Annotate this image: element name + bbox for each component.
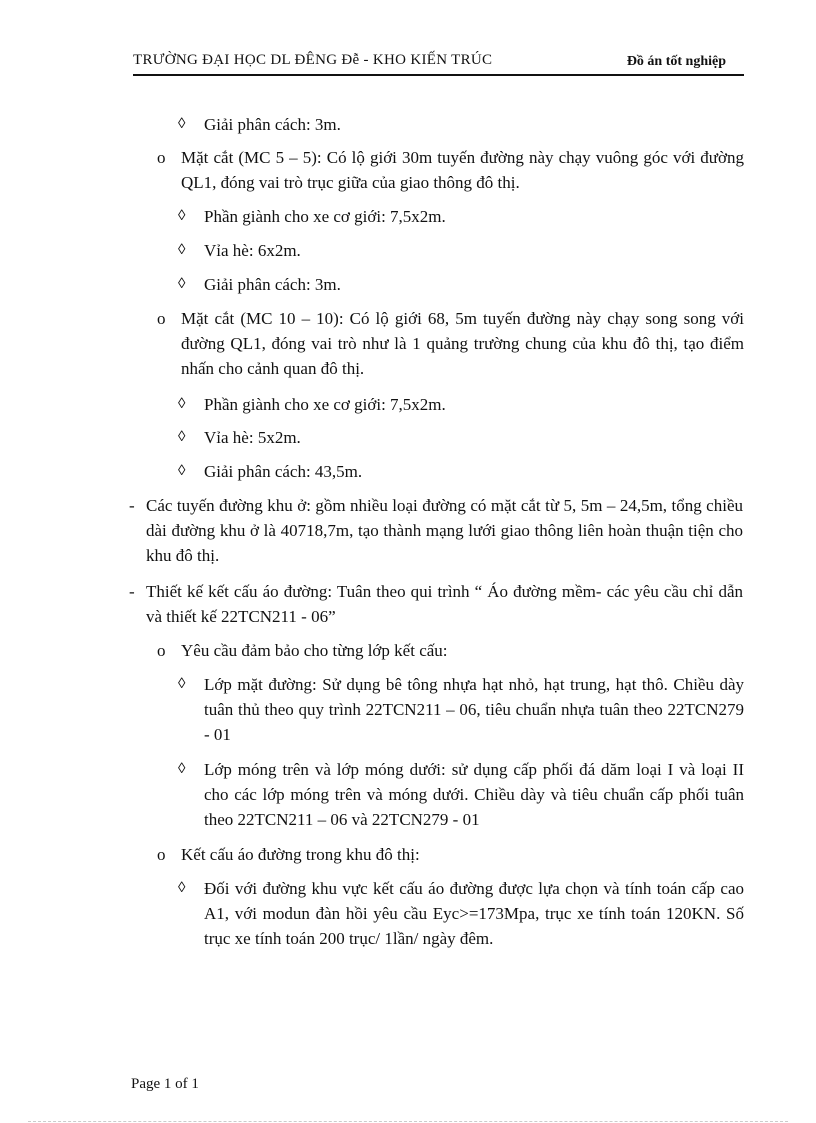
list-item [178, 425, 744, 450]
list-item-text: Giải phân cách: 43,5m. [204, 462, 363, 481]
header-document-title: Đồ án tốt nghiệp [626, 54, 726, 69]
list-item [178, 204, 744, 229]
list-item [157, 145, 744, 195]
dash-bullet-icon: - [129, 582, 135, 601]
diamond-bullet-icon: ◊ [178, 396, 186, 412]
list-item [178, 672, 744, 747]
dash-bullet-icon: - [129, 496, 135, 515]
list-item [157, 638, 744, 663]
list-item-text: Vỉa hè: 5x2m. [204, 428, 301, 447]
circle-bullet-icon: o [157, 641, 166, 660]
diamond-bullet-icon: ◊ [178, 242, 186, 258]
list-item-text: Mặt cắt (MC 5 – 5): Có lộ giới 30m tuyến đường này chạy vuông góc với đường QL1, đóng vai trò trục giữa của giao thông đô thị. [181, 148, 744, 192]
list-item [129, 579, 743, 629]
list-item [157, 842, 744, 867]
list-item [157, 306, 744, 381]
list-item-text: Phần giành cho xe cơ giới: 7,5x2m. [204, 207, 446, 226]
list-item-text: Yêu cầu đảm bảo cho từng lớp kết cấu: [181, 641, 448, 660]
diamond-bullet-icon: ◊ [178, 463, 186, 479]
list-item [178, 272, 744, 297]
diamond-bullet-icon: ◊ [178, 116, 186, 132]
list-item-text: Giải phân cách: 3m. [204, 275, 341, 294]
page-footer: Page 1 of 1 [131, 1076, 199, 1092]
list-item-text: Đối với đường khu vực kết cấu áo đường được lựa chọn và tính toán cấp cao A1, với modun đàn hồi yêu cầu Eyc>=173Mpa, trục xe tính toán 120KN. Số trục xe tính toán 200 trục/ 1lần/ ngày đêm. [204, 879, 744, 948]
circle-bullet-icon: o [157, 148, 166, 167]
list-item-text: Kết cấu áo đường trong khu đô thị: [181, 845, 420, 864]
list-item [178, 392, 744, 417]
list-item-text: Vỉa hè: 6x2m. [204, 241, 301, 260]
list-item [178, 112, 744, 137]
header-school-name: TRƯỜNG ĐẠI HỌC DL ĐÊNG Đễ - KHO KIẾN TRÚC [133, 52, 493, 68]
diamond-bullet-icon: ◊ [178, 276, 186, 292]
diamond-bullet-icon: ◊ [178, 208, 186, 224]
list-item [178, 459, 744, 484]
list-item-text: Các tuyến đường khu ở: gồm nhiều loại đường có mặt cắt từ 5, 5m – 24,5m, tổng chiều dài đường khu ở là 40718,7m, tạo thành mạng lưới giao thông liên hoàn thuận tiện cho khu đô thị. [146, 496, 743, 565]
list-item-text: Lớp móng trên và lớp móng dưới: sử dụng cấp phối đá dăm loại I và loại II cho các lớp móng trên và móng dưới. Chiều dày và tiêu chuẩn cấp phối tuân theo 22TCN211 – 06 và 22TCN279 - 01 [204, 760, 744, 829]
circle-bullet-icon: o [157, 309, 166, 328]
diamond-bullet-icon: ◊ [178, 676, 186, 692]
page-bottom-divider [28, 1121, 788, 1122]
diamond-bullet-icon: ◊ [178, 429, 186, 445]
list-item [129, 493, 743, 568]
list-item-text: Thiết kế kết cấu áo đường: Tuân theo qui trình “ Áo đường mềm- các yêu cầu chỉ dẫn và thiết kế 22TCN211 - 06” [146, 582, 743, 626]
list-item [178, 238, 744, 263]
page-header [133, 50, 744, 76]
list-item-text: Mặt cắt (MC 10 – 10): Có lộ giới 68, 5m tuyến đường này chạy song song với đường QL1, đóng vai trò như là 1 quảng trường chung của khu đô thị, tạo điểm nhấn cho cảnh quan đô thị. [181, 309, 744, 378]
list-item-text: Phần giành cho xe cơ giới: 7,5x2m. [204, 395, 446, 414]
diamond-bullet-icon: ◊ [178, 880, 186, 896]
circle-bullet-icon: o [157, 845, 166, 864]
list-item [178, 876, 744, 951]
diamond-bullet-icon: ◊ [178, 761, 186, 777]
list-item-text: Lớp mặt đường: Sử dụng bê tông nhựa hạt nhỏ, hạt trung, hạt thô. Chiều dày tuân thủ theo quy trình 22TCN211 – 06, tiêu chuẩn nhựa tuân theo 22TCN279 - 01 [204, 675, 744, 744]
list-item-text: Giải phân cách: 3m. [204, 115, 341, 134]
list-item [178, 757, 744, 832]
